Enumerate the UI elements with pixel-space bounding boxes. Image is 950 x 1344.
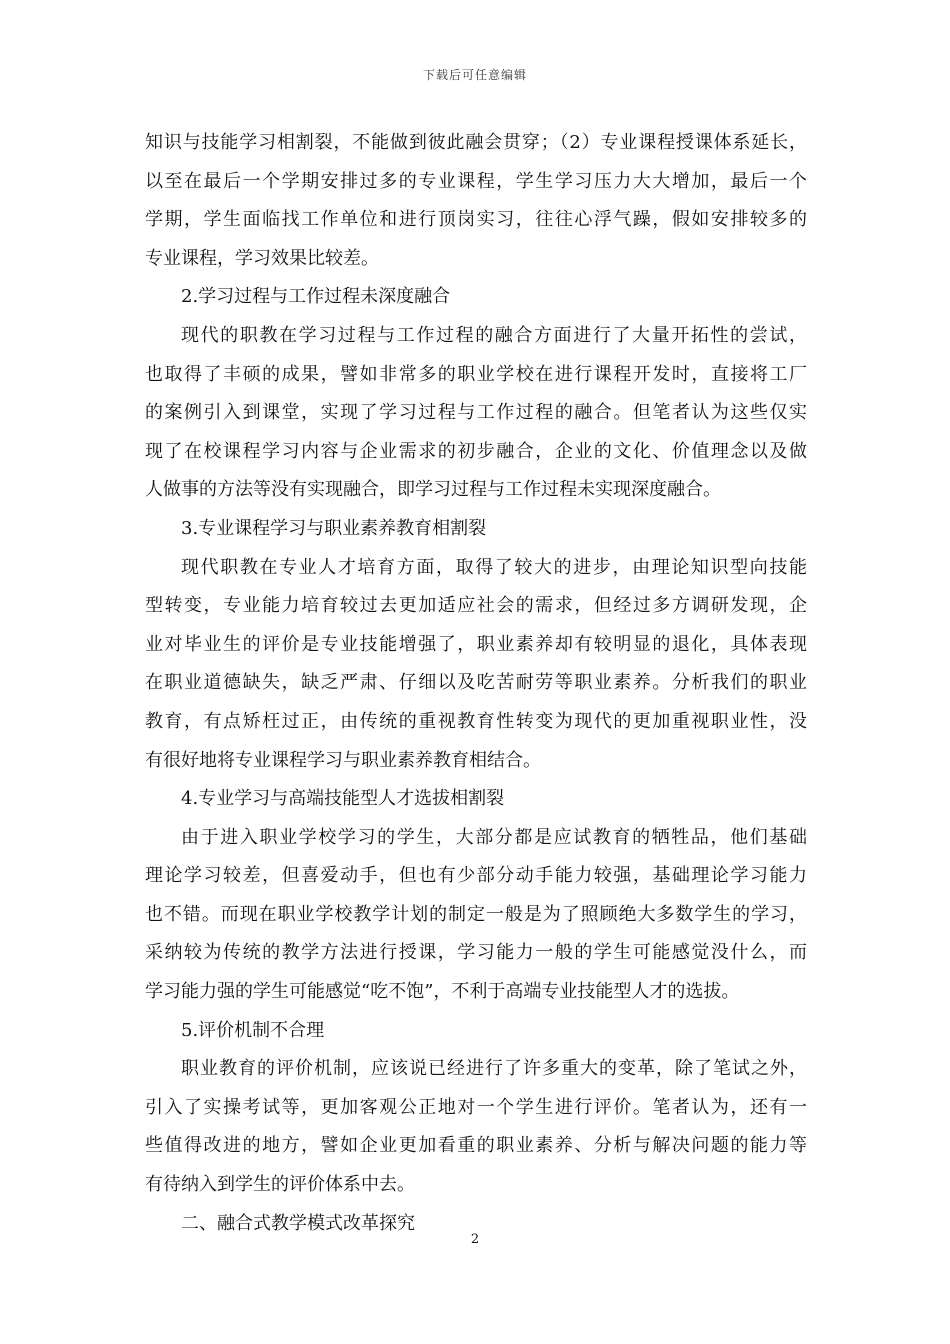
body-line: 理论学习较差，但喜爱动手，但也有少部分动手能力较强，基础理论学习能力 [145,865,807,887]
body-line: 人做事的方法等没有实现融合，即学习过程与工作过程未实现深度融合。 [145,479,721,501]
body-line: 专业课程，学习效果比较差。 [145,247,379,269]
body-line: 些值得改进的地方，譬如企业更加看重的职业素养、分析与解决问题的能力等 [145,1135,807,1157]
page-header: 下载后可任意编辑 [422,68,527,82]
body-line: 有很好地将专业课程学习与职业素养教育相结合。 [145,749,541,771]
body-line: 知识与技能学习相割裂，不能做到彼此融会贯穿；（2）专业课程授课体系延长， [145,132,807,153]
body-line: 在职业道德缺失，缺乏严肃、仔细以及吃苦耐劳等职业素养。分析我们的职业 [145,672,807,694]
body-line: 现代职教在专业人才培育方面，取得了较大的进步，由理论知识型向技能 [181,556,807,578]
body-line: 型转变，专业能力培育较过去更加适应社会的需求，但经过多方调研发现，企 [145,595,807,617]
body-line: 学期，学生面临找工作单位和进行顶岗实习，往往心浮气躁，假如安排较多的 [145,209,807,231]
page-number: 2 [470,1232,480,1247]
section-heading: 4.专业学习与高端技能型人才选拔相割裂 [181,788,505,810]
body-line: 也取得了丰硕的成果，譬如非常多的职业学校在进行课程开发时，直接将工厂 [145,363,807,385]
body-line: 现了在校课程学习内容与企业需求的初步融合，企业的文化、价值理念以及做 [145,440,807,462]
body-line: 由于进入职业学校学习的学生，大部分都是应试教育的牺牲品，他们基础 [181,826,807,848]
section-heading: 5.评价机制不合理 [181,1019,325,1041]
body-line: 也不错。而现在职业学校教学计划的制定一般是为了照顾绝大多数学生的学习， [145,903,807,925]
section-heading: 2.学习过程与工作过程未深度融合 [181,286,451,308]
body-line: 以至在最后一个学期安排过多的专业课程，学生学习压力大大增加，最后一个 [145,170,807,192]
body-line: 采纳较为传统的教学方法进行授课，学习能力一般的学生可能感觉没什么，而 [145,942,807,964]
body-line: 学习能力强的学生可能感觉“吃不饱”，不利于高端专业技能型人才的选拔。 [145,981,740,1003]
body-line: 现代的职教在学习过程与工作过程的融合方面进行了大量开拓性的尝试， [181,324,807,346]
body-line: 教育，有点矫枉过正，由传统的重视教育性转变为现代的更加重视职业性，没 [145,710,807,732]
chapter-heading: 二、融合式教学模式改革探究 [181,1212,415,1234]
document-body [145,124,807,1243]
body-line: 的案例引入到课堂，实现了学习过程与工作过程的融合。但笔者认为这些仅实 [145,402,807,424]
body-line: 业对毕业生的评价是专业技能增强了，职业素养却有较明显的退化，具体表现 [145,633,807,655]
body-line: 有待纳入到学生的评价体系中去。 [145,1174,415,1196]
section-heading: 3.专业课程学习与职业素养教育相割裂 [181,517,487,539]
body-line: 职业教育的评价机制，应该说已经进行了许多重大的变革，除了笔试之外， [181,1058,807,1080]
body-line: 引入了实操考试等，更加客观公正地对一个学生进行评价。笔者认为，还有一 [145,1096,807,1118]
